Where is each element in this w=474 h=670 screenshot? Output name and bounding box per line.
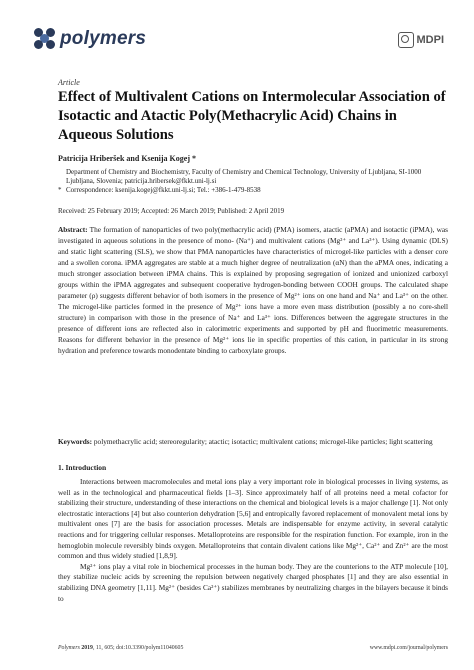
publication-dates: Received: 25 February 2019; Accepted: 26 March 2019; Published: 2 April 2019 xyxy=(58,207,285,215)
correspondence-line: Correspondence: ksenija.kogej@fkkt.uni-lj.si; Tel.: +386-1-479-8538 xyxy=(66,186,261,194)
abstract xyxy=(58,224,448,356)
footer-journal: Polymers xyxy=(58,645,80,651)
author-list: Patricija Hriberšek and Ksenija Kogej * xyxy=(58,154,196,163)
body-paragraph: Mg²⁺ ions play a vital role in biochemical processes in the human body. They are the counterions to the ATP molecule [10], they stabilize nucleic acids by screening the repulsion between negatively charged phosphates [1] and they are also essential in stabilizing DNA geometry [1,11]. Mg²⁺ (besides Ca²⁺) stabilizes membranes by neutralizing charges in the bilayers because it binds to xyxy=(58,561,448,603)
publisher-name: MDPI xyxy=(416,34,444,46)
affiliation-department: Department of Chemistry and Biochemistry, Faculty of Chemistry and Chemical Technology, University of Ljubljana, SI-1000 Ljubljana, Slovenia; patricija.hribersek@fkkt.uni-lj.si xyxy=(66,168,422,185)
affiliations xyxy=(58,168,448,195)
article-type: Article xyxy=(58,78,80,87)
footer-year: 2019 xyxy=(81,645,93,651)
journal-logo[interactable] xyxy=(34,28,146,50)
mdpi-logo-icon xyxy=(398,32,414,48)
body-paragraph: Interactions between macromolecules and metal ions play a very important role in biological processes in living systems, as well as in the technological and pharmaceutical fields [1–3]. Since approximately half of all proteins need a metal cofactor for stabilizing their structure, understanding of these interactions on the chemical and biological levels is a major challenge [1]. Not only electrostatic interactions [4] but also counterion dehydration [5,6] and entropically favored replacement of monovalent metal ions by multivalent ones [7] are the basis for association processes. Metals are indispensable for enzyme activity, in several catalytic reactions and for triggering cellular responses. Metalloproteins are responsible for the respiration function. For example, iron in the hemoglobin molecule reversibly binds oxygen. Metalloproteins that contain divalent cations like Mg²⁺, Ca²⁺ and Zn²⁺ are the most common and thus widely studied [1,8,9]. xyxy=(58,477,448,561)
publisher-logo[interactable] xyxy=(398,32,445,48)
correspondence-mark: * xyxy=(58,186,62,194)
article-title: Effect of Multivalent Cations on Intermolecular Association of Isotactic and Atactic Poly(Methacrylic Acid) Chains in Aqueous Solutions xyxy=(58,89,446,143)
affiliation-correspondence-row xyxy=(58,186,448,195)
section-body xyxy=(58,477,448,604)
section-heading: 1. Introduction xyxy=(58,463,107,472)
keywords-text: polymethacrylic acid; stereoregularity; atactic; isotactic; multivalent cations; microgel-like particles; light scattering xyxy=(93,437,433,446)
keywords xyxy=(58,436,448,447)
abstract-text: The formation of nanoparticles of two poly(methacrylic acid) (PMA) isomers, atactic (aPMA) and isotactic (iPMA), was investigated in aqueous solutions in the presence of mono- (Na⁺) and multivalent cations (Mg²⁺ and La³⁺). Using dynamic (DLS) and static light scattering (SLS), we show that PMA nanoparticles have characteristics of microgel-like particles with a denser core and a swollen corona. iPMA aggregates are stable at a much higher degree of neutralization (αN) than the aPMA ones, indicating a much stronger association between iPMA chains. This is explained by proposing segregation of ionized and unionized carboxyl groups within the iPMA aggregates and subsequent cooperative hydrogen-bonding between COOH groups. The calculated shape parameter (ρ) suggests different behavior of both isomers in the presence of Mg²⁺ ions on one hand and Na⁺ and La³⁺ on the other. The microgel-like particles formed in the presence of Mg²⁺ ions have a more even mass distribution (possibly a no core-shell structure) in comparison with those in the presence of Na⁺ and La³⁺ ions. Differences between the aggregate structures in the presence of different ions are reflected also in calorimetric experiments and supported by pH and fluorimetric measurements. Reasons for different behavior in the presence of Mg²⁺ ions lie in specific properties of this cation, in particular in its strong hydration and preference towards monodentate binding to carboxylate groups. xyxy=(58,225,448,355)
footer-url[interactable]: www.mdpi.com/journal/polymers xyxy=(369,645,448,651)
page-footer xyxy=(58,645,448,651)
abstract-label: Abstract: xyxy=(58,225,88,234)
keywords-label: Keywords: xyxy=(58,437,93,446)
journal-name: polymers xyxy=(60,28,147,49)
affiliation-department-row xyxy=(58,168,448,186)
polymers-logo-icon xyxy=(34,28,56,50)
footer-citation xyxy=(58,645,183,651)
journal-header xyxy=(34,28,444,68)
footer-citation-text: , 11, 605; doi:10.3390/polym11040605 xyxy=(92,645,184,651)
